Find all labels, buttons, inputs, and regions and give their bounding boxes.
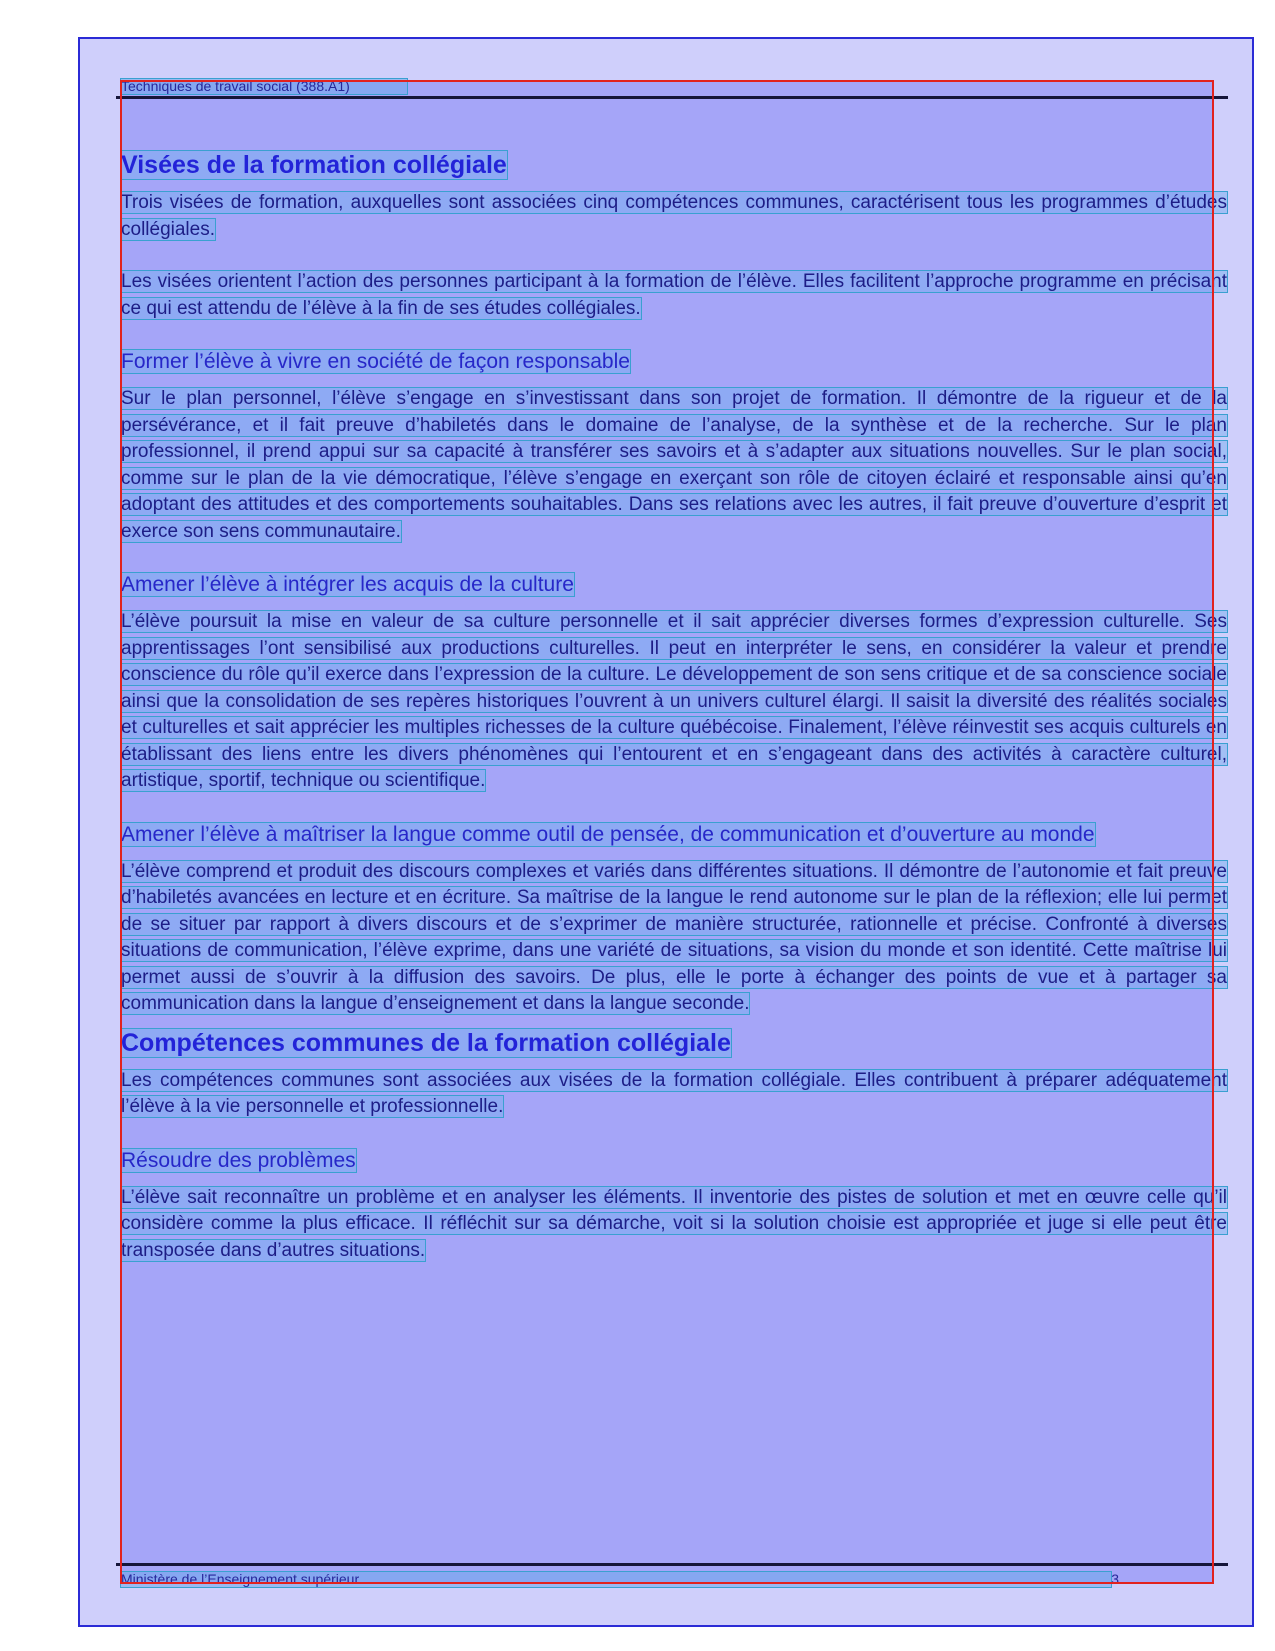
page-number: 3 [1111,1571,1119,1587]
paragraph-maitriser-langue [121,859,1227,1018]
subheading-maitriser-langue [121,821,1161,849]
header-rule [116,96,1228,99]
subheading-maitriser-langue-text: Amener l’élève à maîtriser la langue comme outil de pensée, de communication et d’ouverture au monde [121,822,1095,846]
paragraph-acquis-culture [121,609,1227,795]
paragraph-maitriser-langue-text: L’élève comprend et produit des discours complexes et variés dans différentes situations. Il démontre de l’autonomie et fait preuve d’habiletés avancées en lecture et en écriture. Sa maîtrise de la langue le rend autonome sur le plan de la réflexion; elle lui permet de se situer par rapport à divers discours et de s’exprimer de manière structurée, rationnelle et précise. Confronté à diverses situations de communication, l’élève exprime, dans une variété de situations, sa vision du monde et son identité. Cette maîtrise lui permet aussi de s’ouvrir à la diffusion des savoirs. De plus, elle le porte à échanger des points de vue et à partager sa communication dans la langue d’enseignement et dans la langue seconde. [121,860,1227,1014]
paragraph-visees-intro-1 [121,190,1227,243]
paragraph-visees-intro-2-text: Les visées orientent l’action des personnes participant à la formation de l’élève. Elles facilitent l’approche programme en précisant ce qui est attendu de l’élève à la fin de ses études collégiales. [121,271,1227,319]
subheading-vivre-en-societe-text: Former l’élève à vivre en société de façon responsable [121,350,630,373]
section-heading-competences-text: Compétences communes de la formation collégiale [121,1028,731,1057]
document-body [121,150,1227,1264]
subheading-vivre-en-societe [121,348,1227,376]
paragraph-visees-intro-2 [121,269,1227,322]
section-heading-competences [121,1028,1227,1058]
subheading-acquis-culture [121,571,1227,599]
paragraph-competences-intro-text: Les compétences communes sont associées aux visées de la formation collégiale. Elles contribuent à préparer adéquatement l’élève à la vie personnelle et professionnelle. [121,1069,1227,1117]
section-heading-visees [121,150,1227,180]
section-heading-visees-text: Visées de la formation collégiale [121,151,507,179]
footer-publisher: Ministère de l’Enseignement supérieur [121,1571,360,1587]
paragraph-vivre-en-societe [121,386,1227,545]
running-footer [121,1571,1119,1587]
running-header: Techniques de travail social (388.A1) [121,79,407,94]
subheading-resoudre-problemes-text: Résoudre des problèmes [121,1148,356,1172]
paragraph-competences-intro [121,1068,1227,1121]
footer-rule [116,1563,1228,1566]
paragraph-acquis-culture-text: L’élève poursuit la mise en valeur de sa culture personnelle et il sait apprécier diverses formes d’expression culturelle. Ses apprentissages l’ont sensibilisé aux productions culturelles. Il peut en interpréter le sens, en considérer la valeur et prendre conscience du rôle qu’il exerce dans l’expression de la culture. Le développement de son sens critique et de sa conscience sociale ainsi que la consolidation de ses repères historiques l’ouvrent à un univers culturel élargi. Il saisit la diversité des réalités sociales et culturelles et sait apprécier les multiples richesses de la culture québécoise. Finalement, l’élève réinvestit ses acquis culturels en établissant des liens entre les divers phénomènes qui l’entourent et en s’engageant dans des activités à caractère culturel, artistique, sportif, technique ou scientifique. [121,611,1227,791]
subheading-resoudre-problemes [121,1147,1227,1175]
paragraph-resoudre-problemes-text: L’élève sait reconnaître un problème et en analyser les éléments. Il inventorie des pistes de solution et met en œuvre celle qu’il considère comme la plus efficace. Il réfléchit sur sa démarche, voit si la solution choisie est appropriée et juge si elle peut être transposée dans d’autres situations. [121,1186,1227,1261]
paragraph-resoudre-problemes [121,1185,1227,1265]
subheading-acquis-culture-text: Amener l’élève à intégrer les acquis de la culture [121,573,574,596]
paragraph-vivre-en-societe-text: Sur le plan personnel, l’élève s’engage en s’investissant dans son projet de formation. Il démontre de la rigueur et de la persévérance, et il fait preuve d’habiletés dans le domaine de l’analyse, de la synthèse et de la recherche. Sur le plan professionnel, il prend appui sur sa capacité à transférer ses savoirs et à s’adapter aux situations nouvelles. Sur le plan social, comme sur le plan de la vie démocratique, l’élève s’engage en exerçant son rôle de citoyen éclairé et responsable ainsi qu’en adoptant des attitudes et des comportements souhaitables. Dans ses relations avec les autres, il fait preuve d’ouverture d’esprit et exerce son sens communautaire. [121,388,1227,542]
paragraph-visees-intro-1-text: Trois visées de formation, auxquelles sont associées cinq compétences communes, caractérisent tous les programmes d’études collégiales. [121,192,1227,240]
